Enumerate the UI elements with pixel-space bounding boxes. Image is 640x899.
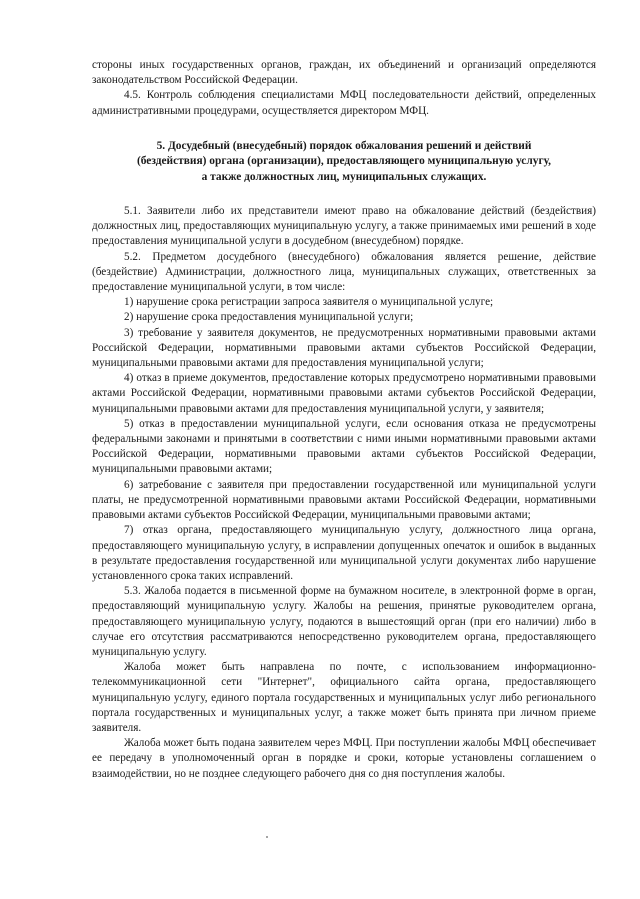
paragraph-complaint-channels: Жалоба может быть направлена по почте, с использованием информационно-телекоммуникационной сети "Интернет", официального сайта органа, предоставляющего муниципальную услугу, единого портала государственных и муниципальных услуг либо регионального портала государственных и муниципальных услуг, а также может быть принята при личном приеме заявителя. (92, 661, 596, 734)
list-item-2: 2) нарушение срока предоставления муниципальной услуги; (124, 311, 414, 324)
paragraph-5-2: 5.2. Предметом досудебного (внесудебного) обжалования является решение, действие (бездействие) Администрации, должностного лица, муниципальных служащих, ответственных за предоставление муниципальной услуги, в том числе: (92, 250, 596, 294)
paragraph-5-3: 5.3. Жалоба подается в письменной форме на бумажном носителе, в электронной форме в орган, предоставляющий муниципальную услугу. Жалобы на решения, принятые руководителем органа, предоставляющего муниципальную услугу, подаются в вышестоящий орган (при его наличии) либо в случае его отсутствия рассматриваются непосредственно руководителем органа, предоставляющего муниципальную услугу. (92, 585, 596, 658)
section-title-line-3: а также должностных лиц, муниципальных служащих. (201, 170, 487, 183)
list-item-7: 7) отказ органа, предоставляющего муниципальную услугу, должностного лица органа, предоставляющего муниципальную услугу, в исправлении допущенных опечаток и ошибок в выданных в результате предоставления государственной или муниципальной услуги документах либо нарушение установленного срока таких исправлений. (92, 524, 596, 582)
section-title-line-2: (бездействия) органа (организации), предоставляющего муниципальную услугу, (136, 155, 552, 168)
paragraph-5-1: 5.1. Заявители либо их представители имеют право на обжалование действий (бездействия) должностных лиц, предоставляющих муниципальную услугу, а также принимаемых ими решений в ходе предоставления муниципальной услуги в досудебном (внесудебном) порядке. (92, 205, 596, 248)
scan-artifact-dot (266, 836, 268, 838)
paragraph-complaint-mfc: Жалоба может быть подана заявителем через МФЦ. При поступлении жалобы МФЦ обеспечивает ее передачу в уполномоченный орган в порядке и сроки, которые установлены соглашением о взаимодействии, но не позднее следующего рабочего дня со дня поступления жалобы. (92, 737, 596, 780)
paragraph-continuation: стороны иных государственных органов, граждан, их объединений и организаций определяются законодательством Российской Федерации. (92, 59, 596, 87)
section-title-line-1: 5. Досудебный (внесудебный) порядок обжалования решений и действий (156, 139, 532, 152)
document-page (92, 58, 596, 782)
list-item-3: 3) требование у заявителя документов, не предусмотренных нормативными правовыми актами Российской Федерации, нормативными правовыми актами субъектов Российской Федерации, муниципальными правовыми актами для предоставления муниципальной услуги; (92, 326, 596, 370)
list-item-4: 4) отказ в приеме документов, предоставление которых предусмотрено нормативными правовыми актами Российской Федерации, нормативными правовыми актами субъектов Российской Федерации, муниципальными правовыми актами для предоставления муниципальной услуги, у заявителя; (92, 372, 596, 415)
list-item-1: 1) нарушение срока регистрации запроса заявителя о муниципальной услуге; (124, 296, 494, 309)
list-item-5: 5) отказ в предоставлении муниципальной услуги, если основания отказа не предусмотрены федеральными законами и принятыми в соответствии с ними иными нормативными правовыми актами Российской Федерации, нормативными правовыми актами субъектов Российской Федерации, муниципальными правовыми актами; (92, 417, 596, 476)
paragraph-4-5: 4.5. Контроль соблюдения специалистами МФЦ последовательности действий, определенных административными процедурами, осуществляется директором МФЦ. (92, 89, 596, 117)
list-item-6: 6) затребование с заявителя при предоставлении государственной или муниципальной услуги платы, не предусмотренной нормативными правовыми актами Российской Федерации, нормативными правовыми актами субъектов Российской Федерации, муниципальными правовыми актами; (92, 478, 596, 522)
section-5-title (92, 139, 596, 185)
